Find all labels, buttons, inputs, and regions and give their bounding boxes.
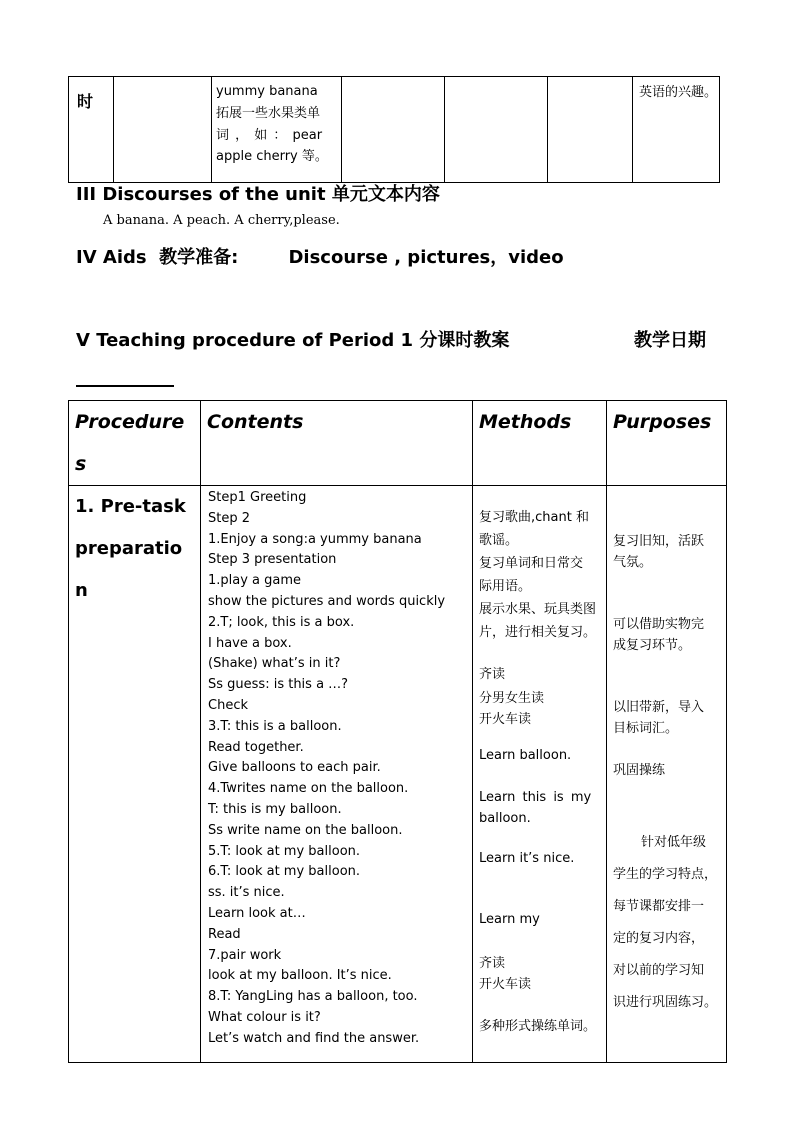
contents-line: Read together. — [208, 739, 304, 755]
header-methods: Methods — [473, 401, 607, 486]
purposes-line: 以旧带新，导入 — [613, 700, 705, 715]
methods-cell — [473, 486, 607, 1063]
contents-line: 6.T: look at my balloon. — [208, 864, 361, 880]
section-discourses-text: A banana. A peach. A cherry,please. — [103, 213, 340, 228]
methods-line: 复习歌曲,chant 和 — [479, 510, 589, 525]
header-procedures: Procedures — [69, 401, 201, 486]
top-cell-empty — [445, 77, 548, 183]
contents-line: Step1 Greeting — [208, 490, 307, 505]
contents-line: Step 3 presentation — [208, 552, 337, 568]
contents-line: Give balloons to each pair. — [208, 760, 381, 776]
top-content-line: 拓展一些水果类单 — [216, 106, 321, 121]
contents-line: Ss write name on the balloon. — [208, 822, 403, 838]
top-cell-period: 时 — [69, 77, 114, 183]
methods-line: Learn this is my — [479, 790, 592, 805]
top-cell-empty — [342, 77, 445, 183]
section-discourses-heading: III Discourses of the unit 单元文本内容 — [76, 184, 440, 205]
methods-line: Learn balloon. — [479, 748, 572, 763]
contents-line: Learn look at… — [208, 905, 306, 921]
top-cell-empty — [548, 77, 633, 183]
contents-line: Step 2 — [208, 510, 251, 526]
purposes-line: 学生的学习特点， — [613, 867, 718, 882]
contents-cell — [201, 486, 473, 1063]
methods-line: 复习单词和日常交 — [479, 556, 584, 571]
purposes-line: 成复习环节。 — [613, 638, 692, 653]
contents-line: Read — [208, 926, 241, 942]
purposes-line: 复习旧知，活跃 — [613, 534, 705, 549]
contents-line: 7.pair work — [208, 947, 282, 963]
date-blank-line — [76, 385, 174, 387]
top-content-line: 词 ， 如 ： pear — [216, 128, 323, 143]
contents-line: What colour is it? — [208, 1009, 321, 1025]
procedure-stage: 1. Pre-task preparation — [69, 486, 201, 1063]
contents-line: (Shake) what’s in it? — [208, 656, 341, 672]
contents-line: 1.play a game — [208, 573, 302, 589]
contents-line: Ss guess: is this a …? — [208, 677, 349, 693]
procedure-table — [68, 400, 727, 1063]
top-content-line: apple cherry 等。 — [216, 149, 328, 164]
methods-line: 开火车读 — [479, 712, 532, 727]
contents-line: 1.Enjoy a song:a yummy banana — [208, 531, 422, 547]
purposes-line: 针对低年级 — [641, 835, 707, 850]
methods-line: 多种形式操练单词。 — [479, 1019, 597, 1034]
procedure-table-header — [69, 401, 727, 486]
contents-line: 8.T: YangLing has a balloon, too. — [208, 989, 418, 1005]
methods-line: 开火车读 — [479, 977, 532, 992]
top-cell-content — [212, 77, 342, 183]
methods-line: 齐读 — [479, 956, 506, 971]
purposes-line: 可以借助实物完 — [613, 617, 705, 632]
methods-line: 分男女生读 — [479, 691, 545, 706]
contents-line: Check — [208, 697, 248, 713]
purposes-line: 气氛。 — [613, 555, 653, 570]
methods-line: 齐读 — [479, 667, 506, 682]
contents-line: show the pictures and words quickly — [208, 593, 446, 609]
teaching-date-label: 教学日期 — [634, 330, 706, 351]
top-cell-interest: 英语的兴趣。 — [633, 77, 720, 183]
contents-line: T: this is my balloon. — [208, 801, 342, 817]
methods-line: Learn it’s nice. — [479, 851, 575, 866]
methods-line: balloon. — [479, 811, 531, 826]
top-cell-empty — [114, 77, 212, 183]
contents-line: look at my balloon. It’s nice. — [208, 968, 392, 984]
purposes-line: 巩固操练 — [613, 763, 666, 778]
top-content-line: yummy banana — [216, 84, 318, 99]
purposes-line: 对以前的学习知 — [613, 963, 705, 978]
purposes-cell — [607, 486, 727, 1063]
header-purposes: Purposes — [607, 401, 727, 486]
methods-line: 歌谣。 — [479, 533, 519, 548]
methods-line: 际用语。 — [479, 579, 532, 594]
contents-line: 2.T; look, this is a box. — [208, 614, 355, 630]
contents-line: 3.T: this is a balloon. — [208, 718, 342, 734]
methods-line: Learn my — [479, 912, 540, 927]
purposes-line: 识进行巩固练习。 — [613, 995, 718, 1010]
purposes-line: 定的复习内容， — [613, 931, 705, 946]
purposes-line: 目标词汇。 — [613, 721, 679, 736]
section-procedure-heading: V Teaching procedure of Period 1 分课时教案 — [76, 330, 510, 351]
top-continuation-table — [68, 76, 720, 183]
section-aids-heading: IV Aids 教学准备: Discourse , pictures，video — [76, 247, 564, 268]
methods-line: 片，进行相关复习。 — [479, 625, 597, 640]
header-contents: Contents — [201, 401, 473, 486]
procedure-table-row — [69, 486, 727, 1063]
contents-line: 4.Twrites name on the balloon. — [208, 781, 409, 797]
contents-line: I have a box. — [208, 635, 292, 651]
methods-line: 展示水果、玩具类图 — [479, 602, 597, 617]
contents-line: Let’s watch and find the answer. — [208, 1030, 420, 1046]
contents-line: ss. it’s nice. — [208, 885, 285, 901]
purposes-line: 每节课都安排一 — [613, 899, 705, 914]
contents-line: 5.T: look at my balloon. — [208, 843, 361, 859]
